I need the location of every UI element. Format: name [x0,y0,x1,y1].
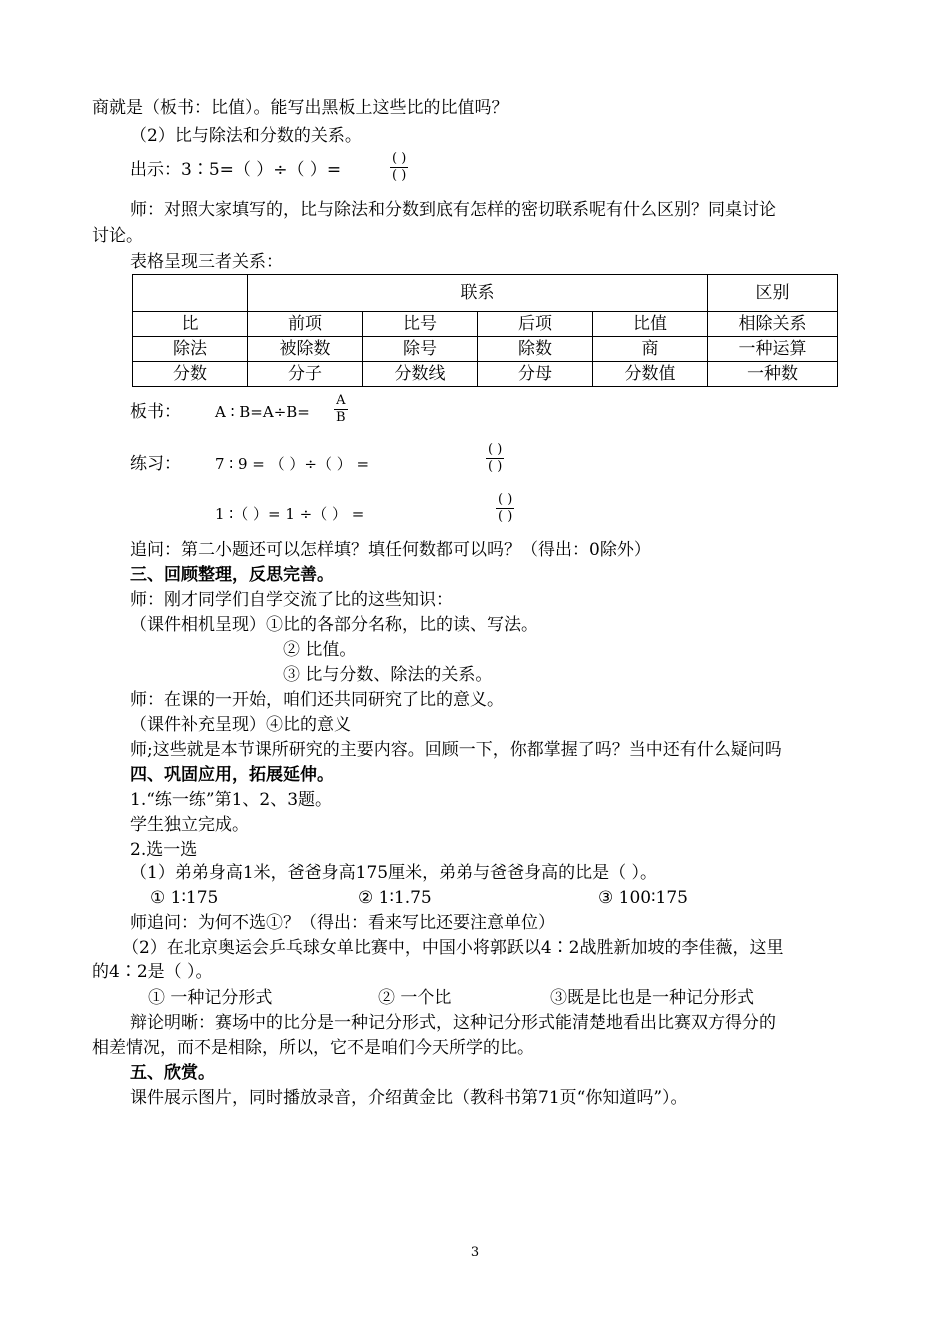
fraction-denominator: B [336,410,346,425]
table-cell: 前项 [248,312,363,337]
paragraph-line: 师;这些就是本节课所研究的主要内容。回顾一下，你都掌握了吗？当中还有什么疑问吗 [130,740,782,760]
fraction-denominator: ( ) [498,509,513,524]
fraction-numerator: ( ) [498,492,513,507]
blank-fraction [496,492,514,525]
table-cell: 除法 [133,337,248,362]
table-row [133,312,838,337]
table-row [133,337,838,362]
blank-fraction [390,151,408,184]
question-line: （2）在北京奥运会乒乓球女单比赛中，中国小将郭跃以4∶2战胜新加坡的李佳薇，这里 [122,938,784,958]
table-cell: 商 [593,337,708,362]
table-cell: 比号 [363,312,478,337]
exercise-line: 1 ∶（ ）= 1 ÷（ ） = [215,505,365,523]
letter-fraction [334,393,348,426]
section-subtitle: （2）比与除法和分数的关系。 [130,126,362,146]
paragraph-line: 表格呈现三者关系： [130,252,283,272]
paragraph-line: 辩论明晰：赛场中的比分是一种记分形式，这种记分形式能清楚地看出比赛双方得分的 [130,1013,776,1033]
table-cell: 一种数 [708,362,838,387]
option-item: ③既是比也是一种记分形式 [550,988,754,1008]
table-cell: 除号 [363,337,478,362]
table-cell: 相除关系 [708,312,838,337]
paragraph-line: 相差情况，而不是相除，所以，它不是咱们今天所学的比。 [92,1038,534,1058]
option-item: ② 1∶1.75 [358,888,432,908]
relationship-table [132,274,838,387]
board-label: 板书： [130,402,181,422]
fraction-denominator: ( ) [392,168,407,183]
equation-line: 出示：3∶5=（ ）÷（ ）= [130,160,342,180]
exercise-line: 7 ∶ 9 = （ ）÷（ ） = [215,455,370,473]
section-heading: 五、欣赏。 [130,1063,215,1083]
table-cell: 分数值 [593,362,708,387]
fraction-numerator: A [334,393,348,410]
paragraph-line: 商就是（板书：比值）。能写出黑板上这些比的比值吗？ [92,98,509,118]
table-cell [133,275,248,312]
table-cell: 分数 [133,362,248,387]
paragraph-line: （课件相机呈现）①比的各部分名称，比的读、写法。 [130,615,538,635]
table-cell: 比值 [593,312,708,337]
paragraph-line: 课件展示图片，同时播放录音，介绍黄金比（教科书第71页“你知道吗”）。 [130,1088,688,1108]
option-item: ① 一种记分形式 [148,988,273,1008]
fraction-denominator: ( ) [488,459,503,474]
fraction-numerator: ( ) [488,442,503,457]
option-item: ② 一个比 [378,988,452,1008]
page-number: 3 [470,1245,480,1260]
table-header-cell: 区别 [708,275,838,312]
question-line: （1）弟弟身高1米，爸爸身高175厘米，弟弟与爸爸身高的比是（ ）。 [130,863,657,883]
board-equation: A ∶ B=A÷B= [215,403,310,421]
table-cell: 比 [133,312,248,337]
table-cell: 分数线 [363,362,478,387]
list-item: ② 比值。 [283,640,357,660]
option-item: ① 1∶175 [150,888,219,908]
paragraph-line: 讨论。 [92,226,143,246]
paragraph-line: 1.“练一练”第1、2、3题。 [130,790,333,810]
table-header-cell: 联系 [248,275,708,312]
blank-fraction [486,442,504,475]
table-cell: 一种运算 [708,337,838,362]
fraction-numerator: ( ) [392,151,407,166]
table-header-row [133,275,838,312]
section-heading: 三、回顾整理，反思完善。 [130,565,334,585]
paragraph-line: 师：对照大家填写的，比与除法和分数到底有怎样的密切联系呢有什么区别？同桌讨论 [130,200,776,220]
list-item: ③ 比与分数、除法的关系。 [283,665,493,685]
exercise-label: 练习： [130,454,181,474]
table-cell: 分子 [248,362,363,387]
question-line: 的4∶2是（ ）。 [92,962,213,982]
table-cell: 后项 [478,312,593,337]
option-item: ③ 100∶175 [598,888,688,908]
table-cell: 被除数 [248,337,363,362]
paragraph-line: 追问：第二小题还可以怎样填？填任何数都可以吗？（得出：0除外） [130,540,651,560]
table-cell: 分母 [478,362,593,387]
table-row [133,362,838,387]
section-heading: 四、巩固应用，拓展延伸。 [130,765,334,785]
paragraph-line: 师追问：为何不选①？（得出：看来写比还要注意单位） [130,913,555,933]
paragraph-line: 师：在课的一开始，咱们还共同研究了比的意义。 [130,690,504,710]
paragraph-line: （课件补充呈现）④比的意义 [130,715,351,735]
paragraph-line: 师：刚才同学们自学交流了比的这些知识： [130,590,453,610]
paragraph-line: 2.选一选 [130,840,198,860]
table-cell: 除数 [478,337,593,362]
paragraph-line: 学生独立完成。 [130,815,249,835]
